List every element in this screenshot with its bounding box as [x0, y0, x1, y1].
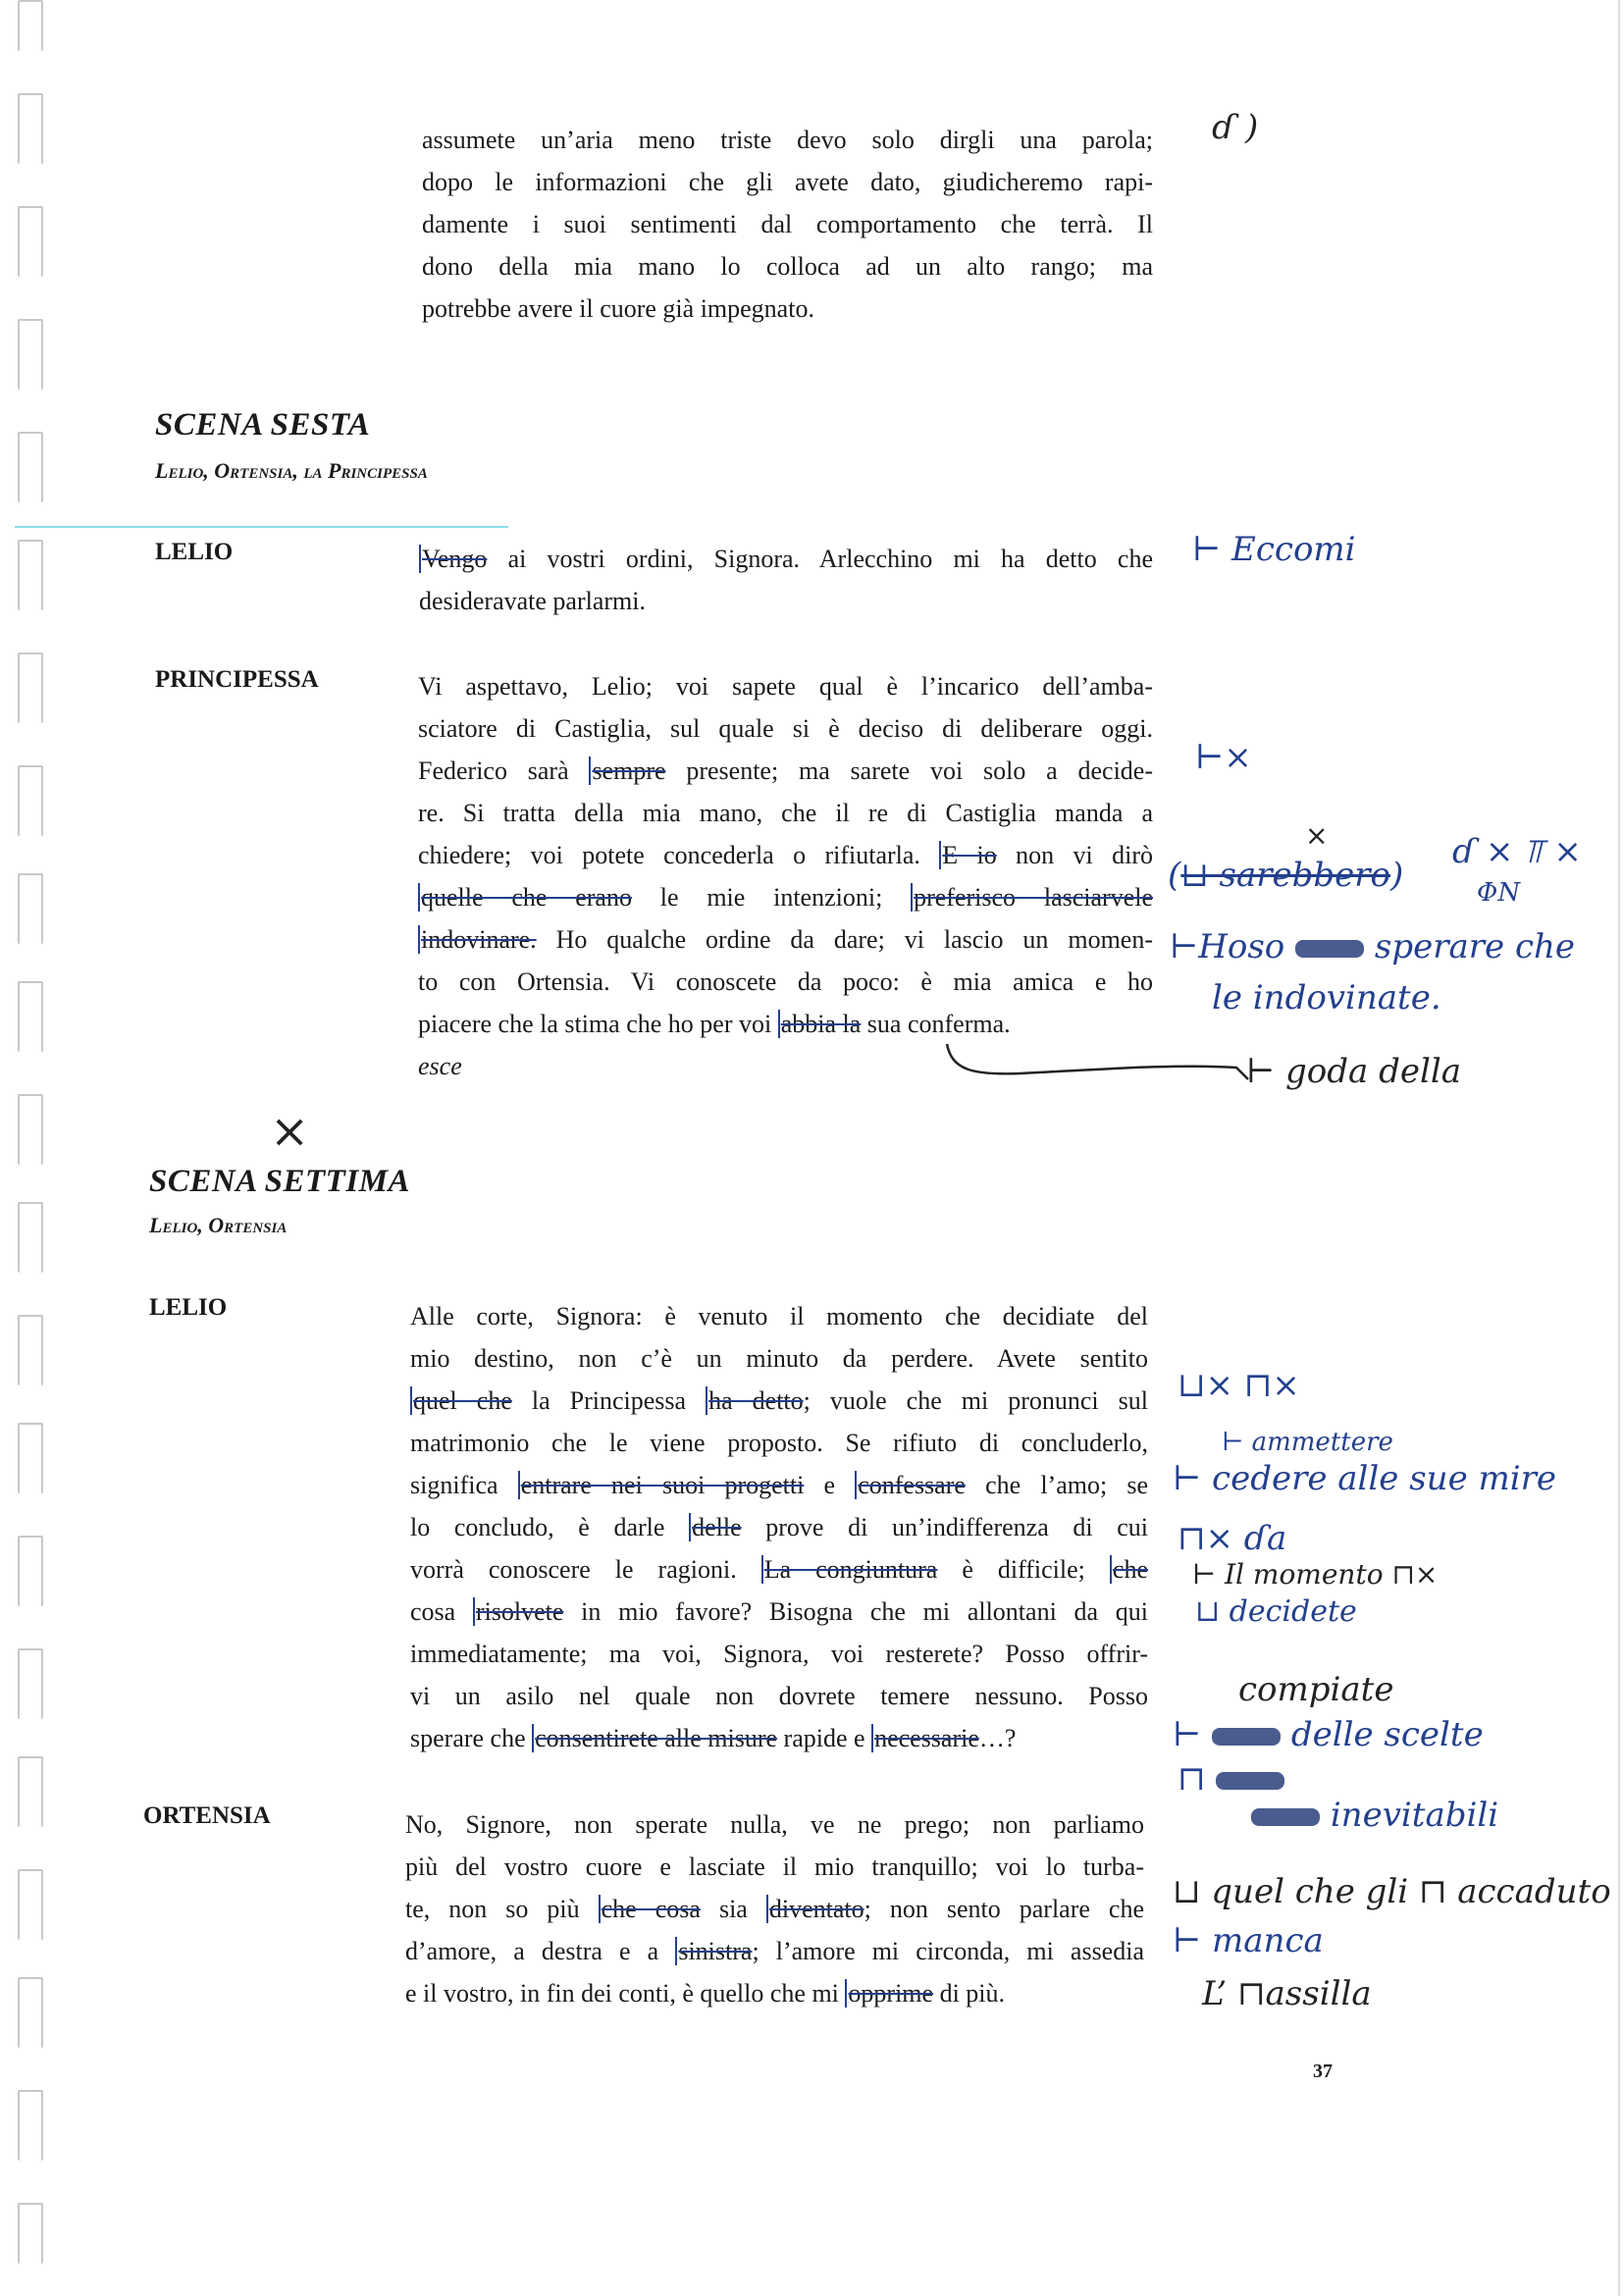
annotation: ⊔× ⊓×: [1178, 1366, 1300, 1405]
text-segment: di più.: [933, 1979, 1006, 2008]
text-segment: Alle corte, Signora: è venuto il momento che decidiate del: [410, 1302, 1148, 1331]
speaker-label: ORTENSIA: [143, 1802, 271, 1829]
text-segment: e: [804, 1471, 856, 1499]
annotation-text: delle scelte: [1290, 1715, 1484, 1754]
text-segment: ; non sento parlare che: [864, 1895, 1144, 1923]
speech-text: [410, 1295, 1148, 1759]
text-line: [418, 834, 1153, 876]
binding-hole: [18, 1977, 43, 2048]
struck-text: E io: [939, 841, 996, 869]
text-line: [422, 287, 1153, 330]
text-segment: le mie intenzioni;: [631, 883, 912, 912]
text-line: [418, 665, 1153, 707]
text-line: [418, 792, 1153, 834]
text-segment: significa: [410, 1471, 518, 1499]
annotation: L’ ⊓assilla: [1202, 1974, 1372, 2013]
text-segment: Ho qualche ordine da dare; vi lascio un momen-: [536, 925, 1153, 954]
text-segment: vi un asilo nel quale non dovrete temere nessuno. Posso: [410, 1682, 1148, 1710]
scene-characters: Lelio, Ortensia: [149, 1213, 288, 1237]
annotation: ɗ ): [1212, 108, 1259, 147]
binding-hole: [18, 432, 43, 502]
binding-hole: [18, 93, 43, 164]
annotation: ⊔ decidete: [1195, 1594, 1357, 1629]
text-segment: re. Si tratta della mia mano, che il re di Castiglia manda a: [418, 799, 1153, 827]
binding-hole: [18, 1869, 43, 1940]
text-segment: la Principessa: [511, 1386, 707, 1415]
binding-hole: [18, 652, 43, 723]
text-line: [410, 1717, 1148, 1759]
text-segment: assumete un’aria meno triste devo solo dirgli una parola;: [422, 126, 1153, 154]
text-line: [405, 1888, 1144, 1930]
struck-text: entrare nei suoi progetti: [518, 1471, 805, 1499]
annotation: ⊔ quel che gli ⊓ accaduto: [1173, 1872, 1611, 1911]
binding-hole: [18, 206, 43, 277]
annotation: ⊢ goda della: [1246, 1052, 1462, 1091]
text-segment: rapide e: [777, 1724, 872, 1752]
struck-text: risolvete: [473, 1597, 564, 1626]
text-line: [418, 750, 1153, 792]
text-segment: che l’amo; se: [965, 1471, 1149, 1499]
annotation: [1170, 927, 1575, 966]
binding-hole: [18, 1756, 43, 1827]
text-line: [422, 203, 1153, 245]
struck-text: sempre: [589, 757, 665, 785]
text-line: [422, 245, 1153, 287]
text-line: [410, 1295, 1148, 1337]
text-segment: damente i suoi sentimenti dal comportamento che terrà. Il: [422, 210, 1153, 238]
struck-text: quelle che erano: [418, 883, 632, 912]
binding-hole: [18, 1315, 43, 1385]
text-segment: esce: [418, 1052, 462, 1080]
struck-text: indovinare.: [418, 925, 537, 954]
speaker-label: PRINCIPESSA: [155, 666, 319, 693]
annotation: ⊢ Il momento ⊓×: [1192, 1558, 1439, 1591]
text-segment: matrimonio che le viene proposto. Se rifiuto di concluderlo,: [410, 1429, 1148, 1457]
text-segment: non vi dirò: [996, 841, 1153, 869]
binding-hole: [18, 873, 43, 944]
struck-text: delle: [689, 1513, 742, 1541]
text-segment: in mio favore? Bisogna che mi allontani da qui: [563, 1597, 1148, 1626]
scene-title: SCENA SESTA: [155, 407, 371, 443]
text-segment: sua conferma.: [861, 1010, 1011, 1038]
annotation: [1251, 1796, 1498, 1835]
annotation: ⊢ delle scelte: [1173, 1715, 1484, 1754]
struck-text: La congiuntura: [761, 1555, 938, 1584]
annotation: ɗ × ⫪ ×: [1452, 832, 1582, 871]
binding-hole: [18, 1202, 43, 1273]
text-line: [410, 1506, 1148, 1548]
text-line: [418, 876, 1153, 918]
annotation-mark: ×: [270, 1104, 310, 1159]
binding-hole: [18, 540, 43, 610]
struck-text: opprime: [845, 1979, 933, 2008]
text-line: [422, 119, 1153, 161]
annotation: ⊢ cedere alle sue mire: [1173, 1459, 1556, 1498]
annotation: ⊓× ɗa: [1178, 1519, 1287, 1558]
text-segment: presente; ma sarete voi solo a decide-: [665, 757, 1153, 785]
text-segment: lo concludo, è darle: [410, 1513, 690, 1541]
annotation: ⊢×: [1195, 738, 1252, 777]
text-line: [405, 1930, 1144, 1972]
text-segment: mio destino, non c’è un minuto da perdere. Avete sentito: [410, 1344, 1148, 1373]
text-segment: No, Signore, non sperate nulla, ve ne prego; non parliamo: [405, 1810, 1144, 1839]
binding-hole: [18, 981, 43, 1052]
struck-text: che cosa: [599, 1895, 701, 1923]
struck-text: consentirete alle misure: [532, 1724, 777, 1752]
text-segment: è difficile;: [937, 1555, 1110, 1584]
text-line: [418, 707, 1153, 750]
struck-text: quel che: [410, 1386, 512, 1415]
struck-text: che: [1110, 1555, 1148, 1584]
text-segment: sia: [700, 1895, 766, 1923]
text-segment: ai vostri ordini, Signora. Arlecchino mi ha detto che: [487, 545, 1153, 573]
speaker-label: LELIO: [149, 1294, 228, 1321]
speech-text: [418, 665, 1153, 1087]
struck-text: ha detto: [706, 1386, 804, 1415]
text-segment: desideravate parlarmi.: [419, 587, 646, 615]
text-segment: sperare che: [410, 1724, 533, 1752]
binding-hole: [18, 319, 43, 390]
connector-line: [942, 1040, 1256, 1089]
text-segment: dono della mia mano lo colloca ad un alto rango; ma: [422, 252, 1153, 281]
struck-text: sinistra: [675, 1937, 752, 1965]
text-line: [405, 1846, 1144, 1888]
text-segment: potrebbe avere il cuore già impegnato.: [422, 294, 814, 323]
text-line: [410, 1422, 1148, 1464]
text-line: [410, 1591, 1148, 1633]
text-line: [418, 961, 1153, 1003]
intro-paragraph: [422, 119, 1153, 330]
annotation: ⊢ ammettere: [1222, 1428, 1393, 1457]
speaker-label: LELIO: [155, 539, 234, 565]
struck-text: diventato: [766, 1895, 864, 1923]
annotation: ⊢ manca: [1173, 1921, 1324, 1960]
scribble-icon: [1295, 940, 1364, 958]
text-line: [410, 1464, 1148, 1506]
annotation: ΦN: [1477, 878, 1521, 908]
binding-hole: [18, 2203, 43, 2264]
text-line: [405, 1972, 1144, 2014]
scribble-icon: [1251, 1808, 1320, 1826]
struck-text: necessarie: [871, 1724, 979, 1752]
text-line: [410, 1675, 1148, 1717]
speech-text: [405, 1803, 1144, 2014]
text-segment: to con Ortensia. Vi conoscete da poco: è mia amica e ho: [418, 967, 1153, 996]
binding-hole: [18, 765, 43, 836]
text-line: [410, 1548, 1148, 1591]
page-number: 37: [1313, 2061, 1333, 2082]
scene-title: SCENA SETTIMA: [149, 1164, 411, 1199]
text-line: [410, 1380, 1148, 1422]
text-line: [410, 1337, 1148, 1380]
text-line: [418, 1003, 1153, 1045]
struck-text: abbia la: [778, 1010, 862, 1038]
text-segment: ; vuole che mi pronunci sul: [803, 1386, 1148, 1415]
text-line: [418, 918, 1153, 961]
text-segment: dopo le informazioni che gli avete dato, giudicheremo rapi-: [422, 168, 1153, 196]
struck-text: confessare: [855, 1471, 966, 1499]
annotation-text: ⊓: [1178, 1759, 1206, 1799]
text-segment: vorrà conoscere le ragioni.: [410, 1555, 761, 1584]
text-segment: e il vostro, in fin dei conti, è quello che mi: [405, 1979, 846, 2008]
text-segment: Federico sarà: [418, 757, 590, 785]
text-segment: sciatore di Castiglia, sul quale si è deciso di deliberare oggi.: [418, 714, 1153, 743]
text-segment: cosa: [410, 1597, 473, 1626]
text-line: [405, 1803, 1144, 1846]
text-segment: …?: [978, 1724, 1017, 1752]
annotation: (⊔ sarebbero): [1168, 856, 1404, 895]
binding-hole: [18, 1423, 43, 1493]
scene-characters: Lelio, Ortensia, la Principessa: [155, 458, 428, 483]
annotation: ⊢ Eccomi: [1192, 530, 1356, 569]
text-segment: piacere che la stima che ho per voi: [418, 1010, 778, 1038]
text-segment: immediatamente; ma voi, Signora, voi resterete? Posso offrir-: [410, 1640, 1148, 1668]
text-segment: te, non so più: [405, 1895, 599, 1923]
speech-text: [419, 538, 1153, 622]
scribble-icon: [1216, 1772, 1284, 1790]
binding-hole: [18, 2090, 43, 2161]
page-edge: [1618, 0, 1620, 2296]
binding-hole: [18, 1094, 43, 1165]
text-line: [419, 538, 1153, 580]
text-segment: ; l’amore mi circonda, mi assedia: [752, 1937, 1144, 1965]
annotation-mark: ×: [1305, 819, 1329, 852]
annotation-text: sperare che: [1374, 927, 1576, 966]
text-segment: più del vostro cuore e lasciate il mio tranquillo; voi lo turba-: [405, 1852, 1144, 1881]
text-line: [422, 161, 1153, 203]
annotation: le indovinate.: [1212, 978, 1441, 1018]
scan-rule: [15, 526, 508, 528]
text-line: [410, 1633, 1148, 1675]
text-segment: Vi aspettavo, Lelio; voi sapete qual è l’incarico dell’amba-: [418, 672, 1153, 701]
scribble-icon: [1212, 1728, 1281, 1746]
binding-hole: [18, 0, 43, 51]
binding-hole: [18, 1536, 43, 1606]
struck-text: preferisco lasciarvele: [911, 883, 1153, 912]
annotation: compiate: [1238, 1670, 1394, 1709]
binding-hole: [18, 1648, 43, 1719]
text-segment: d’amore, a destra e a: [405, 1937, 676, 1965]
annotation-struck: ⊔ sarebbero: [1180, 856, 1391, 895]
text-segment: prove di un’indifferenza di cui: [741, 1513, 1148, 1541]
struck-text: Vengo: [419, 545, 487, 573]
text-line: [419, 580, 1153, 622]
annotation-text: ⊢Hoso: [1170, 927, 1285, 966]
annotation-text: inevitabili: [1330, 1796, 1499, 1835]
text-segment: chiedere; voi potete concederla o rifiutarla.: [418, 841, 940, 869]
annotation: [1178, 1759, 1284, 1799]
